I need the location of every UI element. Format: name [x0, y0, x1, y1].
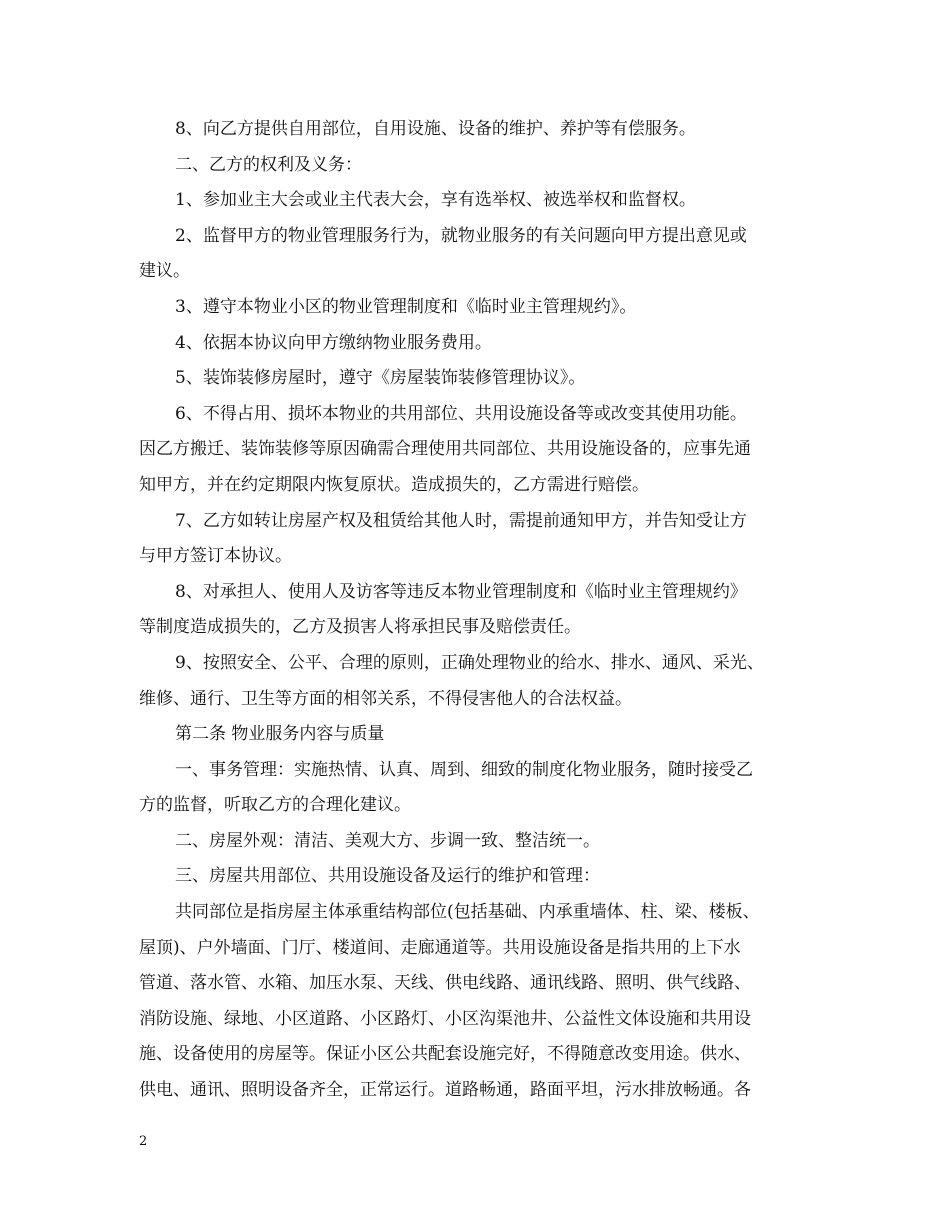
paragraph-line: 维修、通行、卫生等方面的相邻关系，不得侵害他人的合法权益。 [139, 688, 632, 709]
paragraph-line: 管道、落水管、水箱、加压水泵、天线、供电线路、通讯线路、照明、供气线路、 [139, 973, 751, 994]
paragraph-line: 4、依据本协议向甲方缴纳物业服务费用。 [175, 332, 492, 353]
paragraph-line: 供电、通讯、照明设备齐全，正常运行。道路畅通，路面平坦，污水排放畅通。各 [139, 1080, 751, 1101]
paragraph-line: 一、事务管理：实施热情、认真、周到、细致的制度化物业服务，随时接受乙 [175, 759, 753, 780]
paragraph-line: 8、向乙方提供自用部位，自用设施、设备的维护、养护等有偿服务。 [175, 119, 696, 139]
paragraph-line: 9、按照安全、公平、合理的原则，正确处理物业的给水、排水、通风、采光、 [175, 652, 764, 673]
paragraph-line: 6、不得占用、损坏本物业的共用部位、共用设施设备等或改变其使用功能。 [175, 403, 747, 424]
paragraph-line: 消防设施、绿地、小区道路、小区路灯、小区沟渠池井、公益性文体设施和共用设 [139, 1008, 751, 1029]
paragraph-line: 8、对承担人、使用人及访客等违反本物业管理制度和《临时业主管理规约》 [175, 581, 747, 602]
paragraph-line: 因乙方搬迁、装饰装修等原因确需合理使用共同部位、共用设施设备的，应事先通 [139, 439, 751, 460]
article-heading: 第二条 物业服务内容与质量 [175, 724, 385, 745]
paragraph-line: 屋顶)、户外墙面、门厅、楼道间、走廊通道等。共用设施设备是指共用的上下水 [139, 937, 741, 958]
document-body [139, 112, 814, 1109]
paragraph-line: 等制度造成损失的，乙方及损害人将承担民事及赔偿责任。 [139, 617, 581, 638]
paragraph-line: 1、参加业主大会或业主代表大会，享有选举权、被选举权和监督权。 [175, 190, 696, 211]
paragraph-line: 施、设备使用的房屋等。保证小区公共配套设施完好，不得随意改变用途。供水、 [139, 1044, 751, 1065]
paragraph-line: 建议。 [139, 261, 190, 282]
page-number: 2 [139, 1134, 148, 1149]
paragraph-line: 方的监督，听取乙方的合理化建议。 [139, 795, 411, 816]
paragraph-line: 共同部位是指房屋主体承重结构部位(包括基础、内承重墙体、柱、梁、楼板、 [175, 902, 760, 923]
paragraph-line: 知甲方，并在约定期限内恢复原状。造成损失的，乙方需进行赔偿。 [139, 474, 649, 495]
paragraph-line: 2、监督甲方的物业管理服务行为，就物业服务的有关问题向甲方提出意见或 [175, 225, 747, 246]
paragraph-line: 二、房屋外观：清洁、美观大方、步调一致、整洁统一。 [175, 830, 600, 851]
paragraph-line: 3、遵守本物业小区的物业管理制度和《临时业主管理规约》。 [175, 296, 637, 317]
paragraph-line: 7、乙方如转让房屋产权及租赁给其他人时，需提前通知甲方，并告知受让方 [175, 510, 747, 531]
paragraph-line: 三、房屋共用部位、共用设施设备及运行的维护和管理： [175, 866, 600, 887]
paragraph-line: 与甲方签订本协议。 [139, 546, 292, 567]
section-heading: 二、乙方的权利及义务： [175, 154, 362, 175]
paragraph-line: 5、装饰装修房屋时，遵守《房屋装饰装修管理协议》。 [175, 368, 586, 389]
